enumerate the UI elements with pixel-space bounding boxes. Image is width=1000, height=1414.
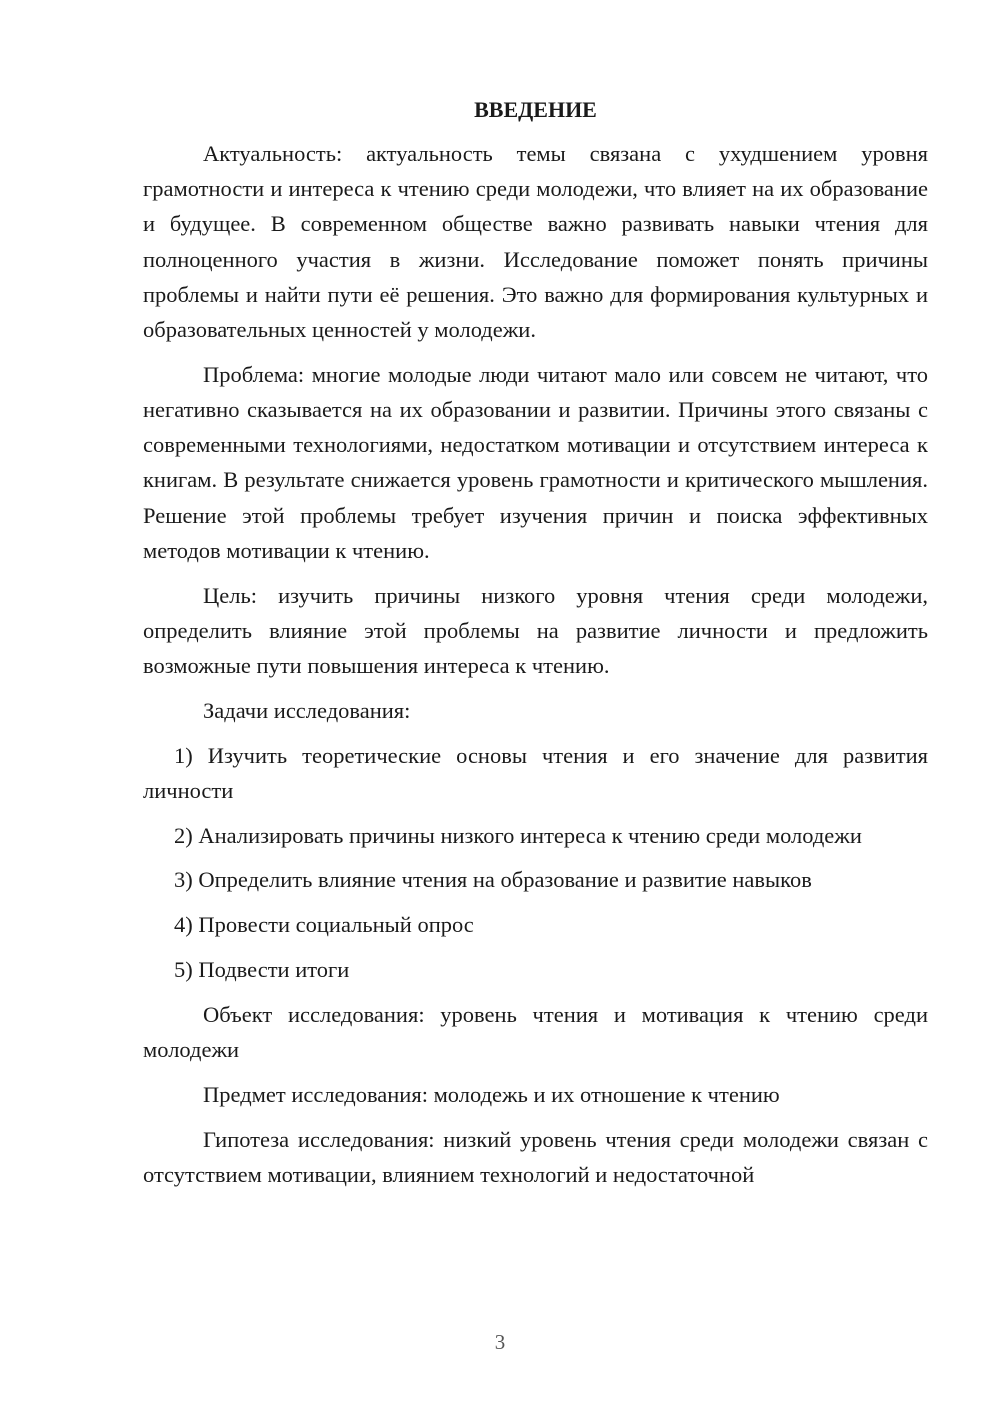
- problem-paragraph: Проблема: многие молодые люди читают мало или совсем не читают, что негативно сказывается на их образовании и развитии. Причины этого связаны с современными технологиями, недостатком мотивации и отсутствием интереса к книгам. В результате снижается уровень грамотности и критического мышления. Решение этой проблемы требует изучения причин и поиска эффективных методов мотивации к чтению.: [143, 361, 928, 563]
- task-item-3: 3) Определить влияние чтения на образование и развитие навыков: [174, 867, 812, 893]
- object-paragraph: Объект исследования: уровень чтения и мотивация к чтению среди молодежи: [143, 1001, 928, 1063]
- subject-paragraph: Предмет исследования: молодежь и их отношение к чтению: [203, 1081, 780, 1107]
- task-item-4: 4) Провести социальный опрос: [174, 912, 474, 938]
- tasks-title: Задачи исследования:: [203, 697, 411, 723]
- section-heading: ВВЕДЕНИЕ: [474, 97, 597, 122]
- task-item-2: 2) Анализировать причины низкого интереса к чтению среди молодежи: [174, 822, 862, 848]
- relevance-paragraph: Актуальность: актуальность темы связана с ухудшением уровня грамотности и интереса к чтению среди молодежи, что влияет на их образование и будущее. В современном обществе важно развивать навыки чтения для полноценного участия в жизни. Исследование поможет понять причины проблемы и найти пути её решения. Это важно для формирования культурных и образовательных ценностей у молодежи.: [143, 141, 928, 343]
- goal-paragraph: Цель: изучить причины низкого уровня чтения среди молодежи, определить влияние этой проблемы на развитие личности и предложить возможные пути повышения интереса к чтению.: [143, 582, 928, 679]
- task-item-1: 1) Изучить теоретические основы чтения и его значение для развития личности: [143, 742, 928, 803]
- document-body: [143, 92, 928, 1202]
- hypothesis-paragraph: Гипотеза исследования: низкий уровень чтения среди молодежи связан с отсутствием мотивации, влиянием технологий и недостаточной: [143, 1126, 928, 1187]
- task-item-5: 5) Подвести итоги: [174, 957, 350, 983]
- page-number: 3: [494, 1330, 506, 1354]
